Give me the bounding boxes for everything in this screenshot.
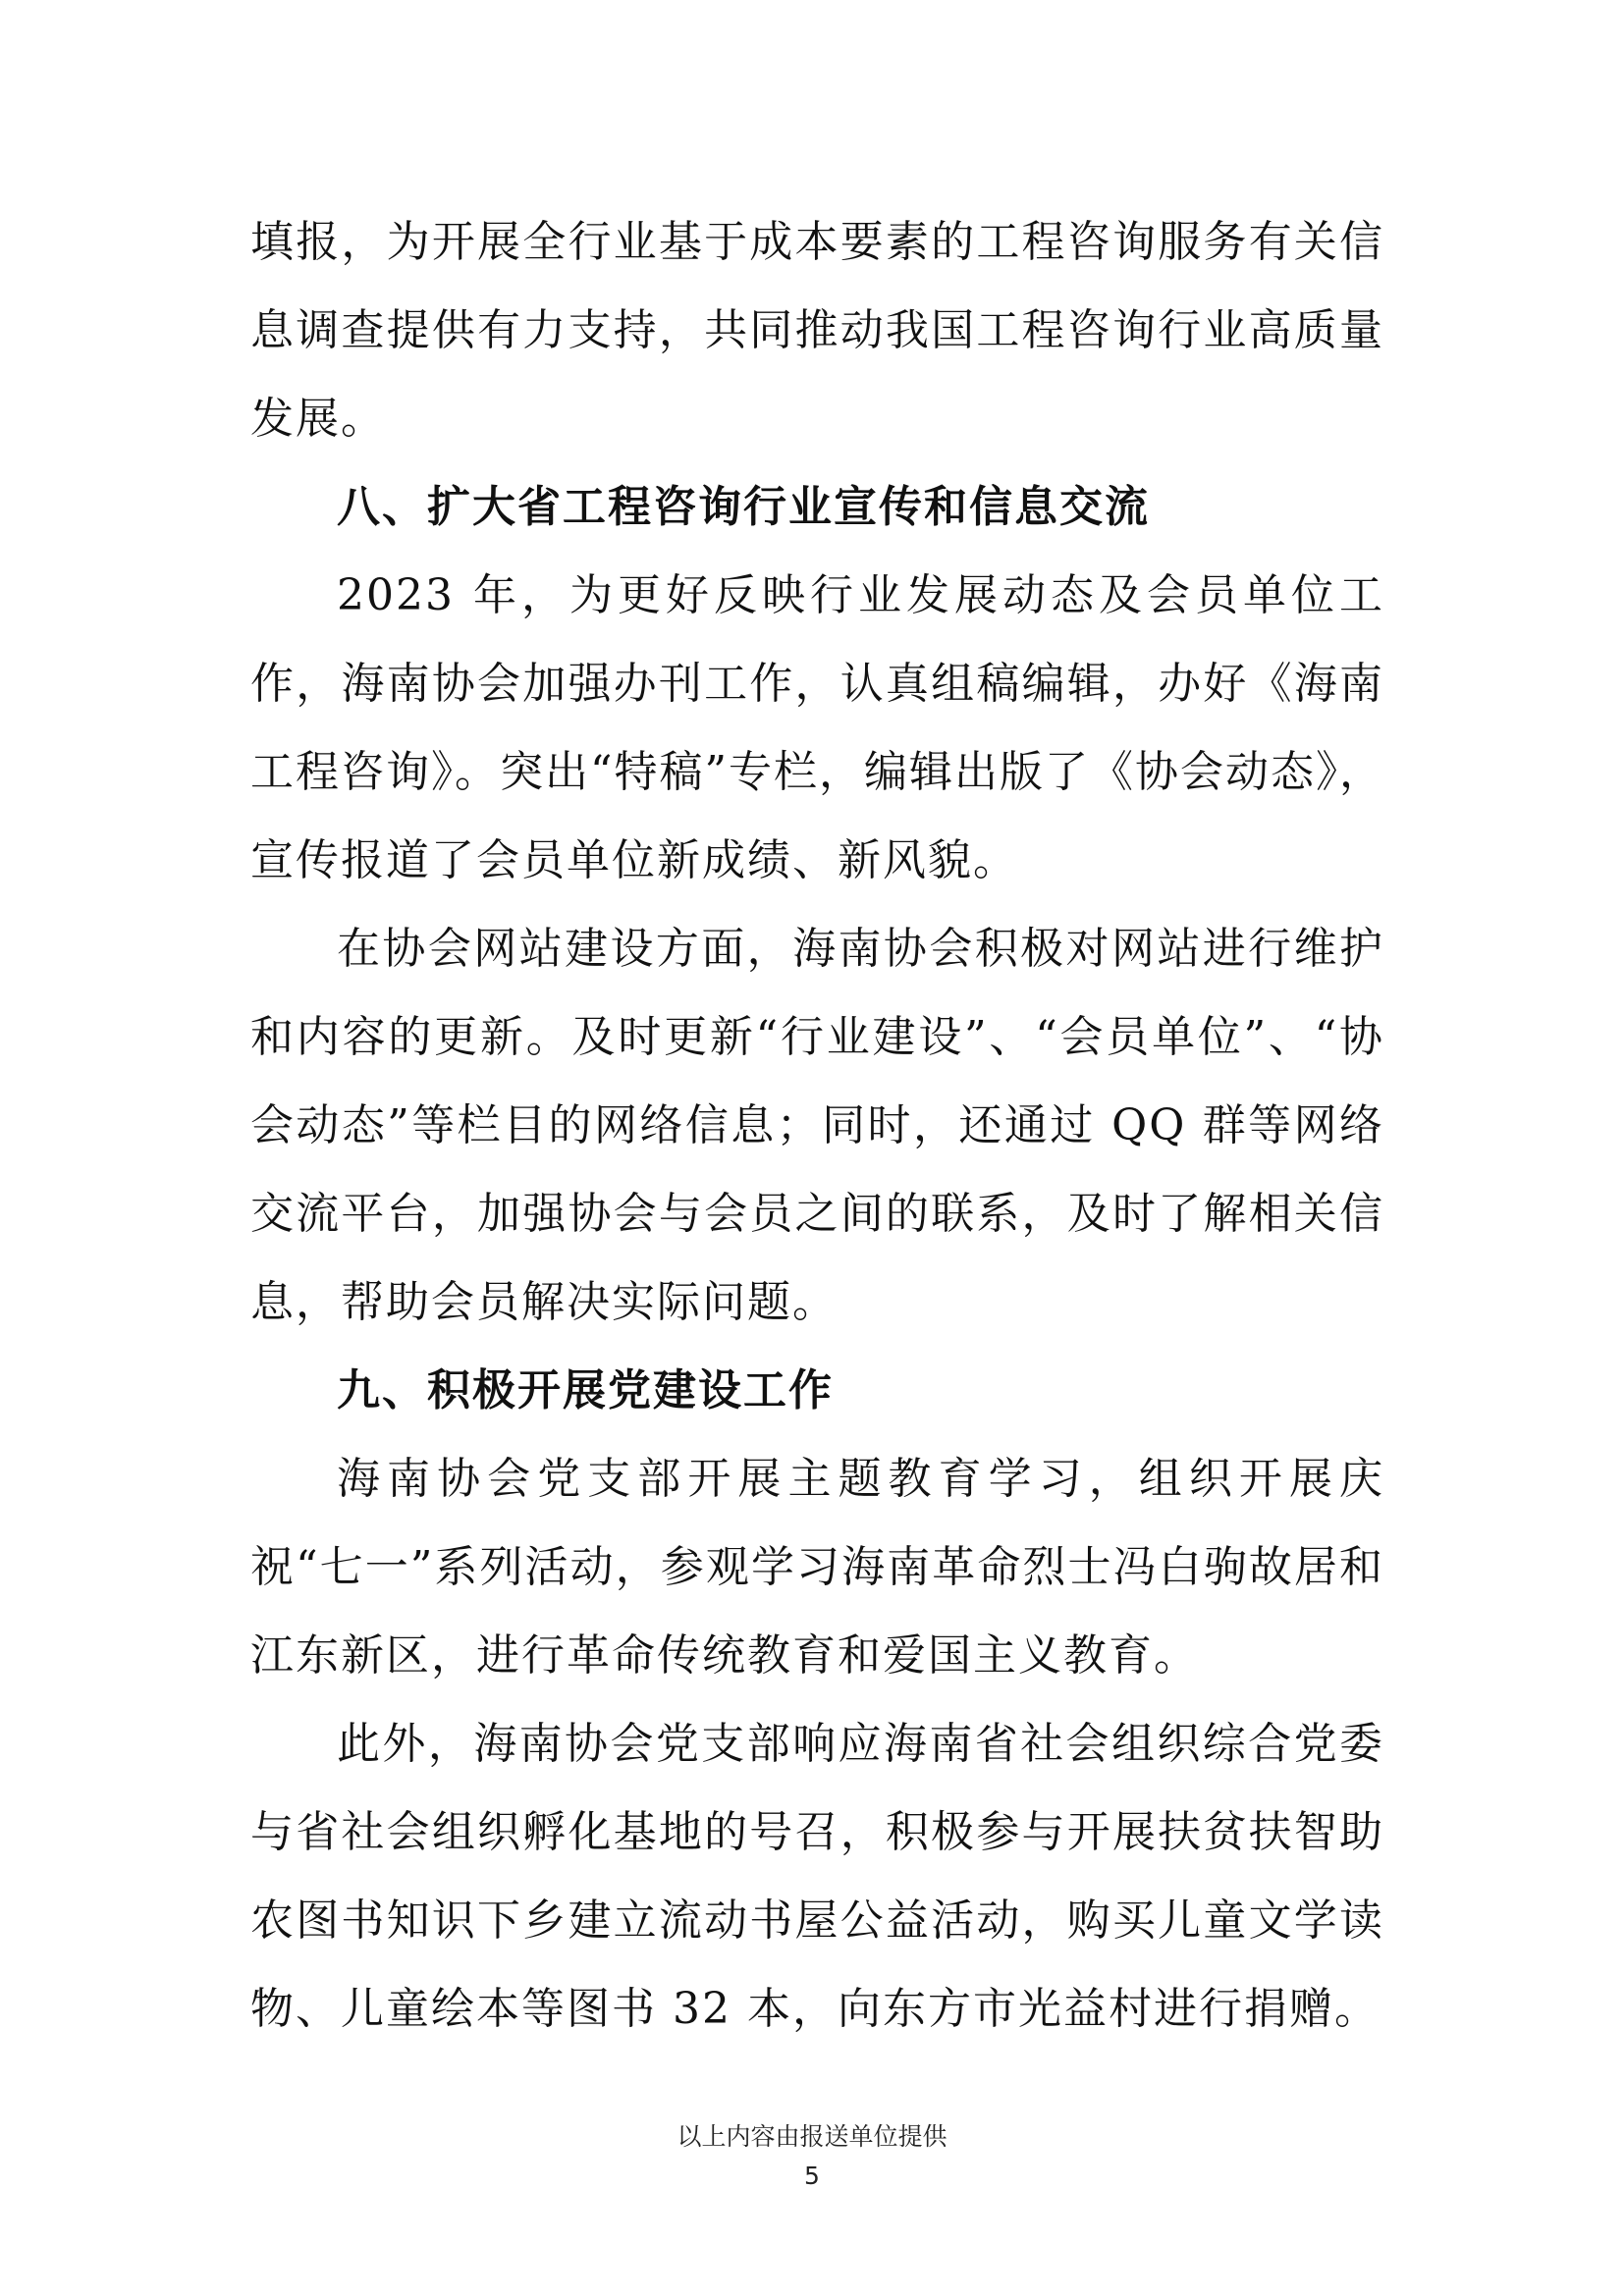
paragraph-publication: 2023 年，为更好反映行业发展动态及会员单位工作，海南协会加强办刊工作，认真组稿编辑，办好《海南工程咨询》。突出“特稿”专栏，编辑出版了《协会动态》，宣传报道了会员单位新成绩、新风貌。 [250, 570, 1384, 885]
paragraph-continuation: 填报，为开展全行业基于成本要素的工程咨询服务有关信息调查提供有力支持，共同推动我国工程咨询行业高质量发展。 [250, 217, 1384, 444]
paragraph-website: 在协会网站建设方面，海南协会积极对网站进行维护和内容的更新。及时更新“行业建设”、“会员单位”、“协会动态”等栏目的网络信息；同时，还通过 QQ 群等网络交流平台，加强协会与会员之间的联系，及时了解相关信息，帮助会员解决实际问题。 [250, 924, 1384, 1327]
section-heading-9: 九、积极开展党建设工作 [337, 1365, 834, 1415]
page-number: 5 [804, 2162, 820, 2190]
paragraph-donation: 此外，海南协会党支部响应海南省社会组织综合党委与省社会组织孵化基地的号召，积极参与开展扶贫扶智助农图书知识下乡建立流动书屋公益活动，购买儿童文学读物、儿童绘本等图书 32 本，向东方市光益村进行捐赠。 [250, 1719, 1384, 2034]
paragraph-party-study: 海南协会党支部开展主题教育学习，组织开展庆祝“七一”系列活动，参观学习海南革命烈士冯白驹故居和江东新区，进行革命传统教育和爱国主义教育。 [250, 1454, 1384, 1681]
document-body [250, 198, 1384, 2054]
footer-note: 以上内容由报送单位提供 [677, 2122, 947, 2151]
section-heading-8: 八、扩大省工程咨询行业宣传和信息交流 [337, 482, 1150, 532]
